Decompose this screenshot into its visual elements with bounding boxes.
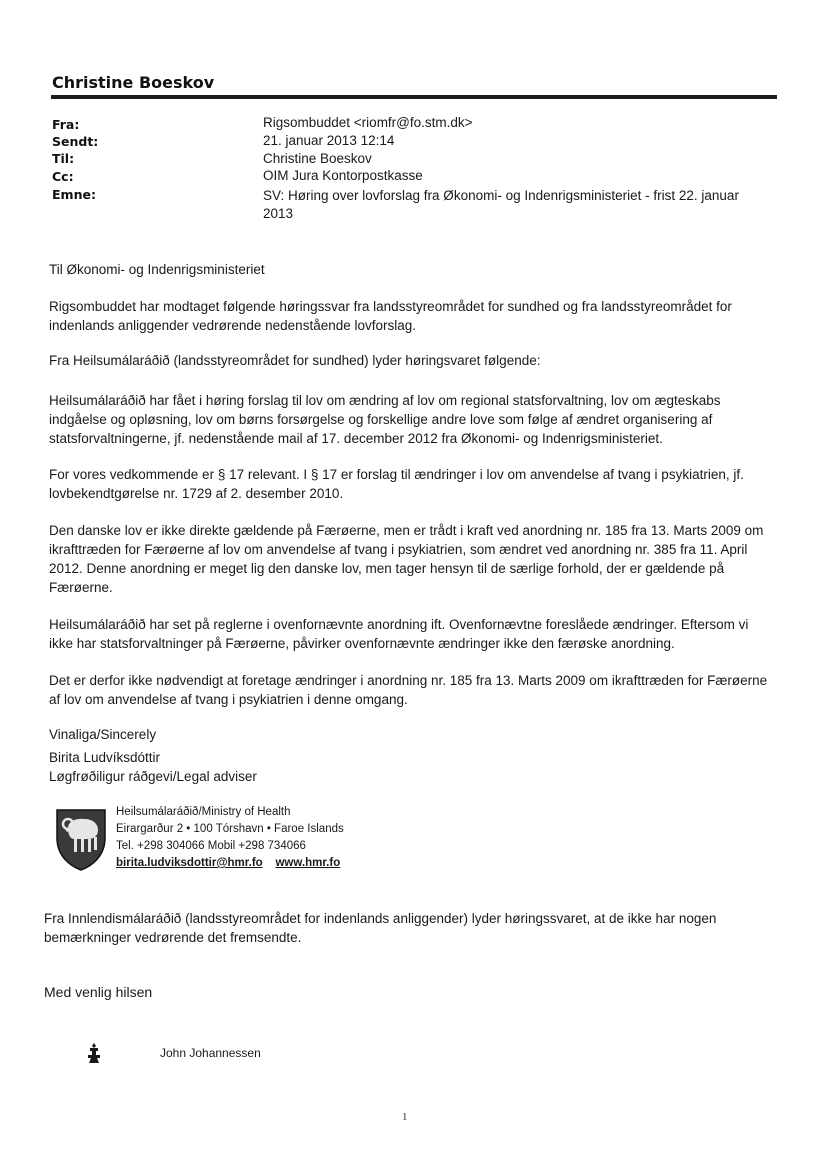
- header-value-sent: 21. januar 2013 12:14: [263, 133, 395, 148]
- contact-card-phone: Tel. +298 304066 Mobil +298 734066: [116, 840, 306, 852]
- body-paragraph: For vores vedkommende er § 17 relevant. I § 17 er forslag til ændringer i lov om anvendelse af tvang i psykiatrien, jf. lovbekendtgørelse nr. 1729 af 2. desember 2010.: [49, 467, 744, 501]
- header-value-subject: SV: Høring over lovforslag fra Økonomi- og Indenrigsministeriet - frist 22. januar 2013: [263, 188, 739, 221]
- header-label-sent: Sendt:: [52, 134, 99, 149]
- header-label-cc: Cc:: [52, 169, 74, 184]
- body-greeting: Til Økonomi- og Indenrigsministeriet: [49, 262, 265, 277]
- contact-card-links: [116, 855, 340, 872]
- contact-card-org: Heilsumálaráðið/Ministry of Health: [116, 806, 291, 818]
- faroe-ram-crest-icon: [54, 806, 108, 872]
- signoff: Vinaliga/Sincerely: [49, 727, 157, 742]
- body-paragraph: Den danske lov er ikke direkte gældende på Færøerne, men er trådt i kraft ved anordning nr. 185 fra 13. Marts 2009 om ikrafttræden for Færøerne af lov om anvendelse af tvang i psykiatrien, som ændret ved anordning nr. 385 fra 11. April 2012. Denne anordning er meget lig den danske lov, men tager hensyn til de særlige forhold, der er gældende på Færøerne.: [49, 523, 764, 595]
- body-paragraph: Heilsumálaráðið har set på reglerne i ovenfornævnte anordning ift. Ovenfornævtne foreslåede ændringer. Eftersom vi ikke har statsforvaltninger på Færøerne, påvirker ovenfornævnte ændringer ikke den færøske anordning.: [49, 617, 749, 651]
- body-paragraph: Heilsumálaráðið har fået i høring forslag til lov om ændring af lov om regional statsforvaltning, lov om ægteskabs indgåelse og opløsning, lov om børns forsørgelse og forskellige andre love som følge af ændret organisering af statsforvaltningerne, jf. nedenstående mail af 17. december 2012 fra Økonomi- og Indenrigsministeriet.: [49, 393, 721, 446]
- sender-name: Birita Ludvíksdóttir: [49, 750, 161, 765]
- header-value-from: Rigsombuddet <riomfr@fo.stm.dk>: [263, 115, 473, 130]
- footer-note: Fra Innlendismálaráðið (landsstyreområdet for indenlands anliggender) lyder høringssvaret, at de ikke har nogen bemærkninger vedrørende det fremsendte.: [44, 911, 717, 945]
- header-value-cc: OIM Jura Kontorpostkasse: [263, 168, 423, 183]
- header-label-from: Fra:: [52, 117, 80, 132]
- email-link[interactable]: birita.ludviksdottir@hmr.fo: [116, 857, 263, 869]
- header-label-to: Til:: [52, 151, 75, 166]
- header-label-subject: Emne:: [52, 187, 96, 202]
- website-link[interactable]: www.hmr.fo: [275, 857, 341, 869]
- page-number: 1: [402, 1111, 408, 1123]
- email-owner: Christine Boeskov: [52, 73, 215, 92]
- signer-name: John Johannessen: [160, 1046, 261, 1060]
- body-paragraph: Fra Heilsumálaráðið (landsstyreområdet for sundhed) lyder høringsvaret følgende:: [49, 353, 541, 368]
- contact-card-address: Eirargarður 2 • 100 Tórshavn • Faroe Islands: [116, 823, 344, 835]
- body-paragraph: Rigsombuddet har modtaget følgende høringssvar fra landsstyreområdet for sundhed og fra landsstyreområdet for indenlands anliggender vedrørende nedenstående lovforslag.: [49, 299, 732, 333]
- stamp-icon: [84, 1042, 104, 1064]
- closing-greeting: Med venlig hilsen: [44, 984, 153, 1000]
- sender-title: Løgfrøðiligur ráðgevi/Legal adviser: [49, 769, 257, 784]
- header-rule: [51, 95, 777, 99]
- links-separator: [266, 857, 272, 869]
- body-paragraph: Det er derfor ikke nødvendigt at foretage ændringer i anordning nr. 185 fra 13. Marts 2009 om ikrafttræden for Færøerne af lov om anvendelse af tvang i psykiatrien i denne omgang.: [49, 673, 768, 707]
- header-value-to: Christine Boeskov: [263, 151, 372, 166]
